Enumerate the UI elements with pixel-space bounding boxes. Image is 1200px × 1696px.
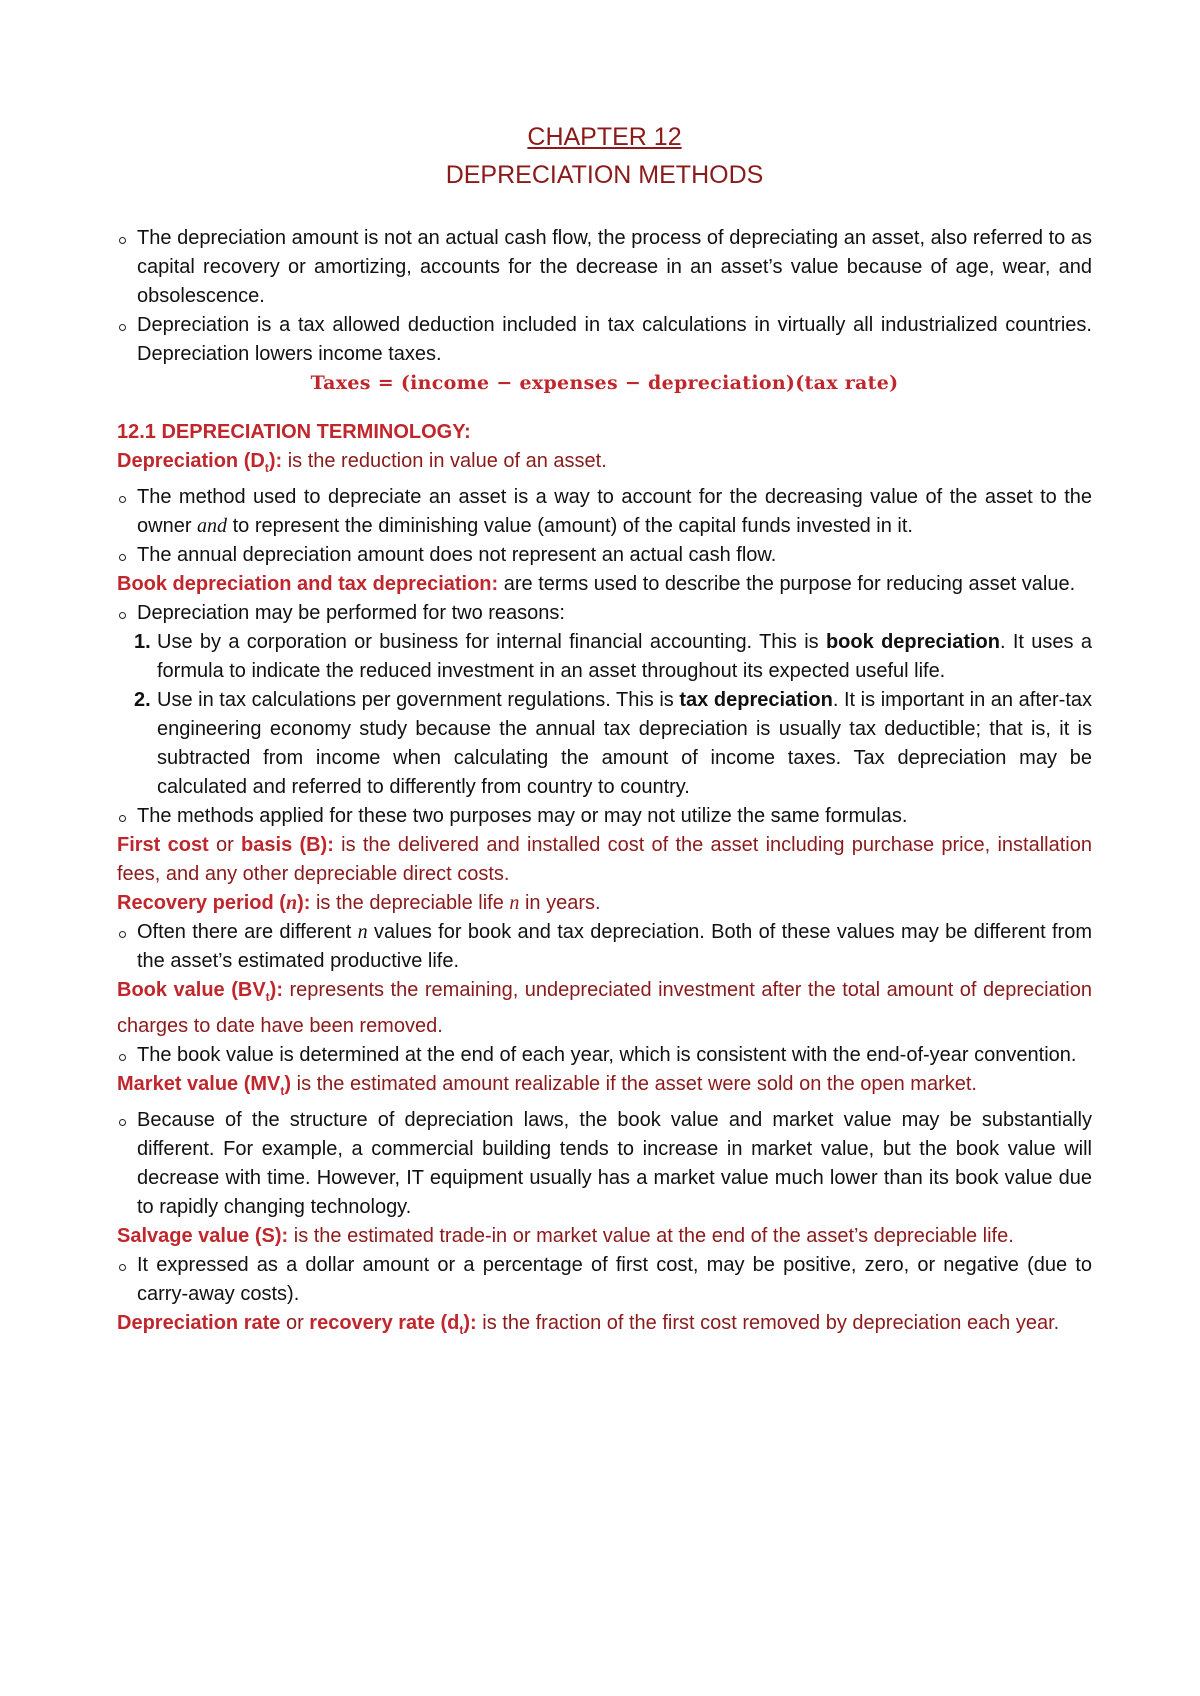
list-item: Often there are different n values for book and tax depreciation. Both of these values may be different from the asset’s estimated productive life. [117,918,1092,976]
chapter-header [117,118,1092,194]
chapter-number: CHAPTER 12 [527,123,682,151]
term-definition: are terms used to describe the purpose for reducing asset value. [498,573,1076,595]
list-item: Because of the structure of depreciation laws, the book value and market value may be substantially different. For example, a commercial building tends to increase in market value, but the book value will decrease with time. However, IT equipment usually has a market value much lower than its book value due to rapidly changing technology. [117,1106,1092,1222]
term-definition: is the estimated trade-in or market value at the end of the asset’s depreciable life. [288,1225,1014,1247]
numbered-item-book-depreciation: 1. Use by a corporation or business for internal financial accounting. This is book depreciation. It uses a formula to indicate the reduced investment in an asset throughout its expected useful life. [134,631,1092,682]
section-heading: 12.1 DEPRECIATION TERMINOLOGY: [117,421,471,443]
term-label: Depreciation (D [117,450,265,472]
definition-market-value: Market value $(MV_t)$ is the estimated amount realizable if the asset were sold on the open market. [117,1073,977,1098]
term-definition: is the fraction of the first cost removed by depreciation each year. [476,1312,1060,1334]
intro-bullet-tax-deduction: Depreciation is a tax allowed deduction included in tax calculations in virtually all industrialized countries. Depreciation lowers income taxes. [117,311,1092,369]
definition-salvage-value: Salvage value (S): is the estimated trade-in or market value at the end of the asset’s depreciable life. [117,1225,1014,1247]
definition-recovery-period: Recovery period (n): is the depreciable life n in years. [117,892,601,914]
term-definition: represents the remaining, undepreciated investment after the total amount of depreciation charges to date have been removed. [117,979,1092,1037]
taxes-formula: Taxes = (income − expenses − depreciation)(tax rate) [310,372,899,394]
list-item: The method used to depreciate an asset is a way to account for the decreasing value of the asset to the owner and to represent the diminishing value (amount) of the capital funds invested in it. [117,483,1092,541]
term-definition: is the delivered and installed cost of the asset including purchase price, installation fees, and any other depreciable direct costs. [117,834,1092,885]
definition-depreciation-rate: Depreciation rate or recovery rate $(d_t)$: is the fraction of the first cost removed by depreciation each year. [117,1312,1060,1337]
list-item: Depreciation may be performed for two reasons: [117,599,1092,628]
chapter-title: DEPRECIATION METHODS [445,161,764,189]
document-body [117,224,1092,1345]
definition-book-value: Book value $(BV_t)$: represents the remaining, undepreciated investment after the total amount of depreciation charges to date have been removed. [117,979,1092,1037]
definition-first-cost: First cost or basis (B): is the delivered and installed cost of the asset including purchase price, installation fees, and any other depreciable direct costs. [117,834,1092,885]
definition-book-tax-depreciation [117,570,1092,599]
term-definition: is the estimated amount realizable if the asset were sold on the open market. [291,1073,977,1095]
intro-bullet-cash-flow: The depreciation amount is not an actual cash flow, the process of depreciating an asset, also referred to as capital recovery or amortizing, accounts for the decrease in an asset’s value because of age, wear, and obsolescence. [117,224,1092,311]
list-item: The book value is determined at the end of each year, which is consistent with the end-of-year convention. [117,1041,1092,1070]
list-item: The methods applied for these two purposes may or may not utilize the same formulas. [117,802,1092,831]
term-label: Book depreciation and tax depreciation: [117,573,499,595]
numbered-item-tax-depreciation: 2. Use in tax calculations per government regulations. This is tax depreciation. It is important in an after-tax engineering economy study because the annual tax depreciation is usually tax deductible; that is, it is subtracted from income when calculating the amount of income taxes. Tax depreciation may be calculated and referred to differently from country to country. [134,689,1092,798]
definition-depreciation: Depreciation $(D_t)$: is the reduction in value of an asset. [117,450,607,475]
term-definition: is the reduction in value of an asset. [282,450,607,472]
list-item: It expressed as a dollar amount or a percentage of first cost, may be positive, zero, or negative (due to carry-away costs). [117,1251,1092,1309]
list-item: The annual depreciation amount does not represent an actual cash flow. [117,541,1092,570]
